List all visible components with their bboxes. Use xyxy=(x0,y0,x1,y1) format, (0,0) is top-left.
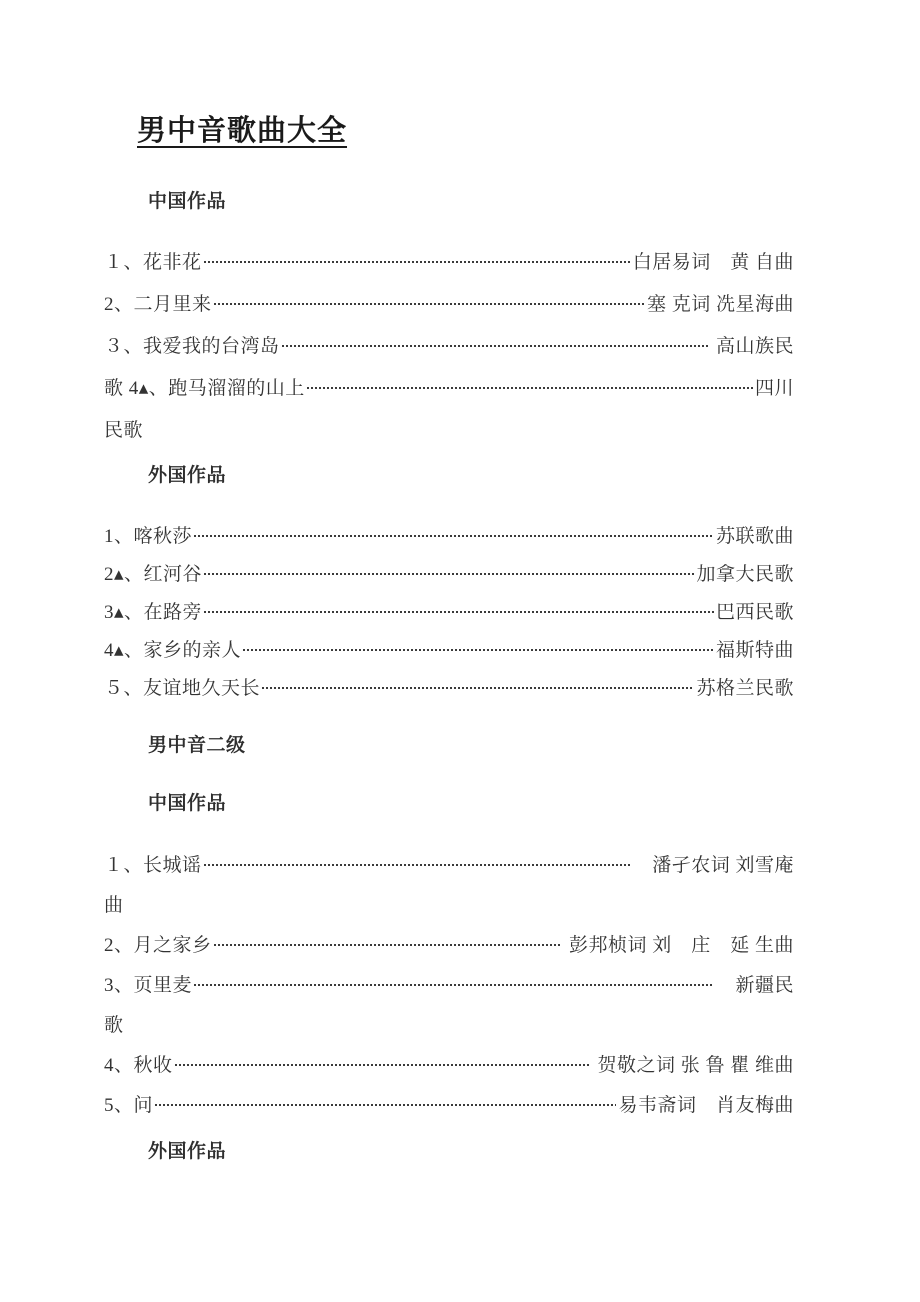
dot-leader xyxy=(307,387,753,389)
section-heading-chinese-works-2: 中国作品 xyxy=(148,793,227,814)
item-text: 1、喀秋莎 xyxy=(104,525,193,547)
item-text: １、花非花 xyxy=(104,251,202,273)
dot-leader xyxy=(214,303,645,305)
item-text: 3、页里麦 xyxy=(104,974,193,996)
item-text: ５、友谊地久天长 xyxy=(104,677,261,699)
item-attribution: 高山族民 xyxy=(710,335,794,357)
item-attribution: 加拿大民歌 xyxy=(696,563,794,585)
list-item xyxy=(104,963,794,1003)
list-item xyxy=(104,923,794,963)
item-attribution: 彭邦桢词 刘 庄 延 生曲 xyxy=(563,934,794,956)
list-item xyxy=(104,1083,794,1123)
list-item xyxy=(104,1043,794,1083)
item-text: １、长城谣 xyxy=(104,854,202,876)
item-text: 4、秋收 xyxy=(104,1054,173,1076)
dot-leader xyxy=(204,573,694,575)
section-heading-baritone-level-2: 男中音二级 xyxy=(148,735,246,756)
item-attribution: 易韦斋词 肖友梅曲 xyxy=(618,1094,794,1116)
item-attribution: 新疆民 xyxy=(715,974,794,996)
list-item-continuation xyxy=(104,1003,794,1043)
item-text: ３、我爱我的台湾岛 xyxy=(104,335,280,357)
dot-leader xyxy=(155,1104,616,1106)
list-item xyxy=(104,323,794,365)
section-heading-foreign-works-2: 外国作品 xyxy=(148,1141,227,1162)
item-text: 2▴、红河谷 xyxy=(104,563,203,585)
item-attribution: 潘孑农词 刘雪庵 xyxy=(632,854,794,876)
list-item-continuation xyxy=(104,883,794,923)
list-item-continuation xyxy=(104,407,794,449)
item-attribution: 贺敬之词 张 鲁 瞿 维曲 xyxy=(592,1054,794,1076)
dot-leader xyxy=(214,944,562,946)
page-title: 男中音歌曲大全 xyxy=(137,115,348,147)
list-item xyxy=(104,515,794,553)
list-item xyxy=(104,281,794,323)
section-heading-foreign-works-1: 外国作品 xyxy=(148,465,227,486)
item-text: 民歌 xyxy=(104,419,144,441)
item-text: 2、月之家乡 xyxy=(104,934,212,956)
dot-leader xyxy=(194,535,714,537)
item-text: 5、问 xyxy=(104,1094,154,1116)
list-item xyxy=(104,667,794,705)
list-item xyxy=(104,365,794,407)
item-text: 歌 xyxy=(104,1014,124,1036)
song-list-chinese-1 xyxy=(104,239,794,449)
song-list-foreign-1 xyxy=(104,515,794,705)
song-list-chinese-2 xyxy=(104,843,794,1123)
item-text: 2、二月里来 xyxy=(104,293,212,315)
list-item xyxy=(104,239,794,281)
item-text: 歌 4▴、跑马溜溜的山上 xyxy=(104,377,305,399)
item-attribution: 苏联歌曲 xyxy=(715,525,794,547)
dot-leader xyxy=(204,261,631,263)
list-item xyxy=(104,629,794,667)
dot-leader xyxy=(243,649,714,651)
list-item xyxy=(104,843,794,883)
dot-leader xyxy=(175,1064,591,1066)
dot-leader xyxy=(262,687,694,689)
list-item xyxy=(104,553,794,591)
item-text: 4▴、家乡的亲人 xyxy=(104,639,242,661)
dot-leader xyxy=(282,345,709,347)
section-heading-chinese-works-1: 中国作品 xyxy=(148,191,227,212)
dot-leader xyxy=(204,864,631,866)
item-text: 3▴、在路旁 xyxy=(104,601,203,623)
item-attribution: 福斯特曲 xyxy=(715,639,794,661)
item-attribution: 巴西民歌 xyxy=(715,601,794,623)
list-item xyxy=(104,591,794,629)
item-text: 曲 xyxy=(104,894,124,916)
item-attribution: 苏格兰民歌 xyxy=(696,677,794,699)
item-attribution: 白居易词 黄 自曲 xyxy=(632,251,794,273)
item-attribution: 四川 xyxy=(754,377,794,399)
dot-leader xyxy=(204,611,714,613)
dot-leader xyxy=(194,984,714,986)
item-attribution: 塞 克词 冼星海曲 xyxy=(646,293,794,315)
